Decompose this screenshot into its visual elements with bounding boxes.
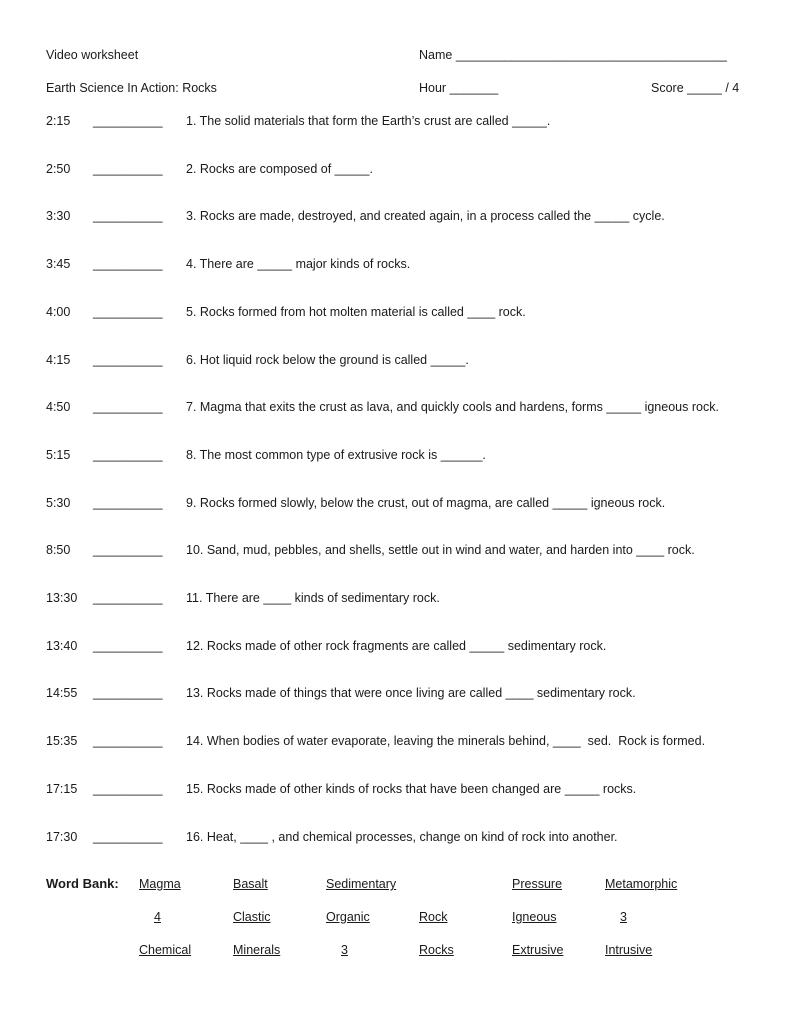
answer-blank: __________ (93, 496, 163, 510)
word-bank-term: 3 (341, 943, 348, 957)
question-timestamp: 17:30 (46, 830, 78, 844)
question-text: 16. Heat, ____ , and chemical processes, change on kind of rock into another. (186, 830, 618, 844)
question-timestamp: 5:15 (46, 448, 71, 462)
question-timestamp: 3:45 (46, 257, 71, 271)
question-text: 8. The most common type of extrusive rock is ______. (186, 448, 486, 462)
question-text: 11. There are ____ kinds of sedimentary rock. (186, 591, 440, 605)
question-timestamp: 2:50 (46, 162, 71, 176)
answer-blank: __________ (93, 543, 163, 557)
answer-blank: __________ (93, 830, 163, 844)
answer-blank: __________ (93, 114, 163, 128)
answer-blank: __________ (93, 209, 163, 223)
question-timestamp: 2:15 (46, 114, 71, 128)
word-bank-term: 4 (154, 910, 161, 924)
question-timestamp: 5:30 (46, 496, 71, 510)
question-timestamp: 3:30 (46, 209, 71, 223)
answer-blank: __________ (93, 448, 163, 462)
word-bank-term: Chemical (139, 943, 192, 957)
word-bank-term: Magma (139, 877, 181, 891)
question-text: 12. Rocks made of other rock fragments are called _____ sedimentary rock. (186, 639, 607, 653)
hour-field-label: Hour _______ (419, 81, 499, 95)
answer-blank: __________ (93, 686, 163, 700)
answer-blank: __________ (93, 591, 163, 605)
word-bank-term: Rock (419, 910, 448, 924)
answer-blank: __________ (93, 353, 163, 367)
answer-blank: __________ (93, 305, 163, 319)
question-text: 7. Magma that exits the crust as lava, and quickly cools and hardens, forms _____ igneous rock. (186, 400, 719, 414)
question-text: 6. Hot liquid rock below the ground is called _____. (186, 353, 469, 367)
question-timestamp: 8:50 (46, 543, 71, 557)
word-bank-term: Metamorphic (605, 877, 678, 891)
question-text: 5. Rocks formed from hot molten material is called ____ rock. (186, 305, 526, 319)
question-timestamp: 4:50 (46, 400, 71, 414)
word-bank-term: Pressure (512, 877, 563, 891)
question-text: 4. There are _____ major kinds of rocks. (186, 257, 411, 271)
question-timestamp: 17:15 (46, 782, 78, 796)
question-text: 9. Rocks formed slowly, below the crust, out of magma, are called _____ igneous rock. (186, 496, 666, 510)
question-timestamp: 13:30 (46, 591, 78, 605)
answer-blank: __________ (93, 400, 163, 414)
score-field-label: Score _____ / 4 (651, 81, 740, 95)
word-bank-term: Igneous (512, 910, 557, 924)
question-text: 14. When bodies of water evaporate, leaving the minerals behind, ____ sed. Rock is formed. (186, 734, 706, 748)
question-timestamp: 15:35 (46, 734, 78, 748)
word-bank-term: Minerals (233, 943, 281, 957)
answer-blank: __________ (93, 782, 163, 796)
question-text: 13. Rocks made of things that were once living are called ____ sedimentary rock. (186, 686, 636, 700)
answer-blank: __________ (93, 257, 163, 271)
word-bank-term: Clastic (233, 910, 271, 924)
question-text: 1. The solid materials that form the Earth’s crust are called _____. (186, 114, 551, 128)
question-timestamp: 4:00 (46, 305, 71, 319)
word-bank-term: 3 (620, 910, 627, 924)
word-bank-term: Basalt (233, 877, 268, 891)
word-bank-label: Word Bank: (46, 876, 119, 891)
question-text: 15. Rocks made of other kinds of rocks that have been changed are _____ rocks. (186, 782, 637, 796)
question-timestamp: 4:15 (46, 353, 71, 367)
word-bank-term: Rocks (419, 943, 454, 957)
word-bank-term: Organic (326, 910, 370, 924)
answer-blank: __________ (93, 162, 163, 176)
answer-blank: __________ (93, 734, 163, 748)
answer-blank: __________ (93, 639, 163, 653)
question-timestamp: 13:40 (46, 639, 78, 653)
word-bank-term: Intrusive (605, 943, 653, 957)
question-text: 10. Sand, mud, pebbles, and shells, settle out in wind and water, and harden into ____ rock. (186, 543, 695, 557)
word-bank-term: Sedimentary (326, 877, 397, 891)
name-field-label: Name _______________________________________ (419, 48, 727, 62)
video-title: Earth Science In Action: Rocks (46, 81, 217, 95)
worksheet-type: Video worksheet (46, 48, 139, 62)
word-bank-term: Extrusive (512, 943, 564, 957)
question-text: 3. Rocks are made, destroyed, and created again, in a process called the _____ cycle. (186, 209, 665, 223)
question-timestamp: 14:55 (46, 686, 78, 700)
question-text: 2. Rocks are composed of _____. (186, 162, 373, 176)
